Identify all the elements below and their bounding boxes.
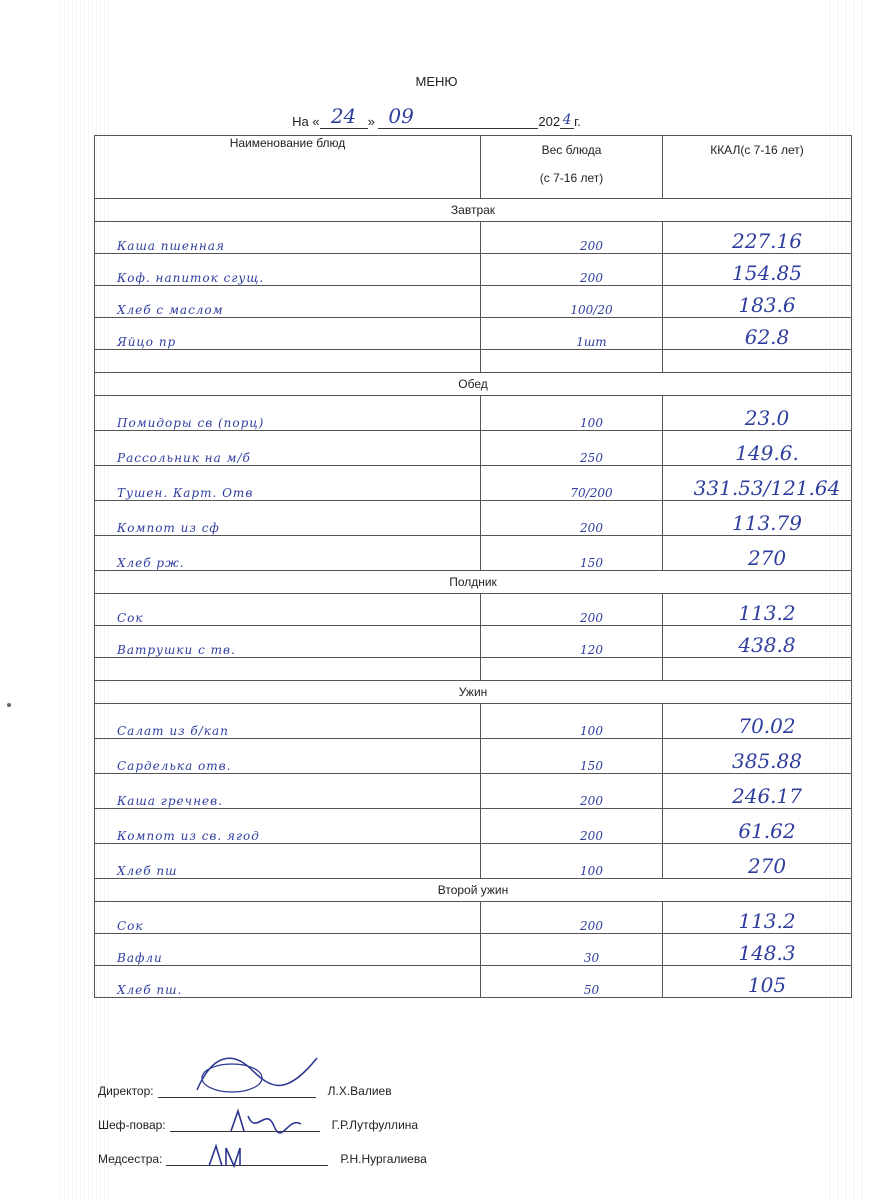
dish-row [95,902,852,934]
dish-row [95,774,852,809]
dish-name: Каша пшенная [95,222,481,254]
dish-row [95,844,852,879]
signature-nurse [98,1152,427,1166]
dish-weight: 200 [481,774,663,809]
date-prefix: На « [292,114,320,129]
empty-cell [481,658,663,681]
dish-name: Хлеб с маслом [95,286,481,318]
date-year-prefix: 202 [538,114,561,129]
dish-weight: 200 [481,902,663,934]
signer-name: Г.Р.Лутфуллина [331,1118,419,1132]
column-header-name: Наименование блюд [95,136,481,199]
date-line [0,104,873,129]
page-title: МЕНЮ [415,74,458,89]
dish-kcal: 113.2 [663,594,852,626]
dish-weight: 120 [481,626,663,658]
role-label: Шеф-повар: [98,1118,166,1132]
scan-dot [7,703,11,707]
dish-kcal: 183.6 [663,286,852,318]
nurse-signature-stroke [206,1142,246,1170]
dish-name: Компот из сф [95,501,481,536]
dish-name: Вафли [95,934,481,966]
empty-cell [663,350,852,373]
date-year-digit: 4 [562,112,572,128]
dish-name: Хлеб пш. [95,966,481,998]
dish-kcal: 270 [663,536,852,571]
role-label: Директор: [98,1084,154,1098]
dish-name: Сок [95,902,481,934]
dish-row [95,222,852,254]
empty-cell [95,350,481,373]
section-row [95,879,852,902]
dish-weight: 150 [481,739,663,774]
section-title: Ужин [95,681,852,704]
dish-weight: 30 [481,934,663,966]
weight-header-line2: (с 7-16 лет) [539,171,604,185]
dish-name: Коф. напиток сгущ. [95,254,481,286]
dish-kcal: 62.8 [663,318,852,350]
section-row [95,199,852,222]
dish-weight: 200 [481,222,663,254]
dish-row [95,704,852,739]
dish-weight: 200 [481,254,663,286]
dish-kcal: 154.85 [663,254,852,286]
dish-row [95,809,852,844]
date-day: 24 [330,104,357,128]
empty-cell [663,658,852,681]
signer-name: Р.Н.Нургалиева [340,1152,427,1166]
dish-name: Салат из б/кап [95,704,481,739]
dish-weight: 100 [481,704,663,739]
empty-row [95,350,852,373]
dish-kcal: 270 [663,844,852,879]
dish-kcal: 385.88 [663,739,852,774]
dish-row [95,626,852,658]
signer-name: Л.Х.Валиев [327,1084,392,1098]
dish-kcal: 113.79 [663,501,852,536]
dish-weight: 200 [481,594,663,626]
dish-name: Компот из св. ягод [95,809,481,844]
dish-name: Сарделька отв. [95,739,481,774]
dish-row [95,466,852,501]
chef-signature-scribble [226,1106,306,1142]
dish-name: Хлеб пш [95,844,481,879]
dish-kcal: 23.0 [663,396,852,431]
director-signature-stroke [192,1050,322,1100]
dish-weight: 150 [481,536,663,571]
table-header-row [95,136,852,199]
dish-weight: 100/20 [481,286,663,318]
dish-row [95,286,852,318]
menu-body [95,199,852,998]
section-title: Второй ужин [95,879,852,902]
dish-kcal: 331.53/121.64 [663,466,852,501]
dish-name: Сок [95,594,481,626]
dish-weight: 1шт [481,318,663,350]
dish-name: Помидоры св (порц) [95,396,481,431]
dish-weight: 200 [481,809,663,844]
date-mid: » [367,114,375,129]
section-title: Завтрак [95,199,852,222]
dish-kcal: 148.3 [663,934,852,966]
section-row [95,681,852,704]
dish-row [95,934,852,966]
dish-row [95,536,852,571]
dish-row [95,501,852,536]
dish-kcal: 61.62 [663,809,852,844]
nurse-signature-scribble [206,1142,246,1176]
dish-row [95,594,852,626]
dish-row [95,318,852,350]
role-label: Медсестра: [98,1152,163,1166]
dish-name: Ватрушки с тв. [95,626,481,658]
empty-cell [481,350,663,373]
empty-row [95,658,852,681]
dish-weight: 70/200 [481,466,663,501]
dish-weight: 50 [481,966,663,998]
dish-kcal: 113.2 [663,902,852,934]
section-row [95,571,852,594]
dish-row [95,431,852,466]
dish-weight: 100 [481,844,663,879]
dish-name: Тушен. Карт. Отв [95,466,481,501]
empty-cell [95,658,481,681]
dish-weight: 250 [481,431,663,466]
weight-header-line1: Вес блюда [541,143,602,157]
dish-kcal: 227.16 [663,222,852,254]
dish-row [95,966,852,998]
date-suffix: г. [574,114,581,129]
dish-kcal: 149.6. [663,431,852,466]
dish-name: Рассольник на м/б [95,431,481,466]
date-month: 09 [388,104,414,128]
section-title: Полдник [95,571,852,594]
column-header-weight [481,136,663,199]
dish-row [95,396,852,431]
dish-row [95,254,852,286]
dish-kcal: 246.17 [663,774,852,809]
dish-row [95,739,852,774]
dish-name: Хлеб рж. [95,536,481,571]
chef-signature-stroke [226,1106,306,1136]
dish-name: Яйцо пр [95,318,481,350]
dish-kcal: 105 [663,966,852,998]
dish-name: Каша гречнев. [95,774,481,809]
dish-weight: 200 [481,501,663,536]
section-row [95,373,852,396]
menu-table [94,135,852,998]
section-title: Обед [95,373,852,396]
dish-kcal: 70.02 [663,704,852,739]
column-header-kcal: ККАЛ(с 7-16 лет) [663,136,852,199]
dish-weight: 100 [481,396,663,431]
dish-kcal: 438.8 [663,626,852,658]
